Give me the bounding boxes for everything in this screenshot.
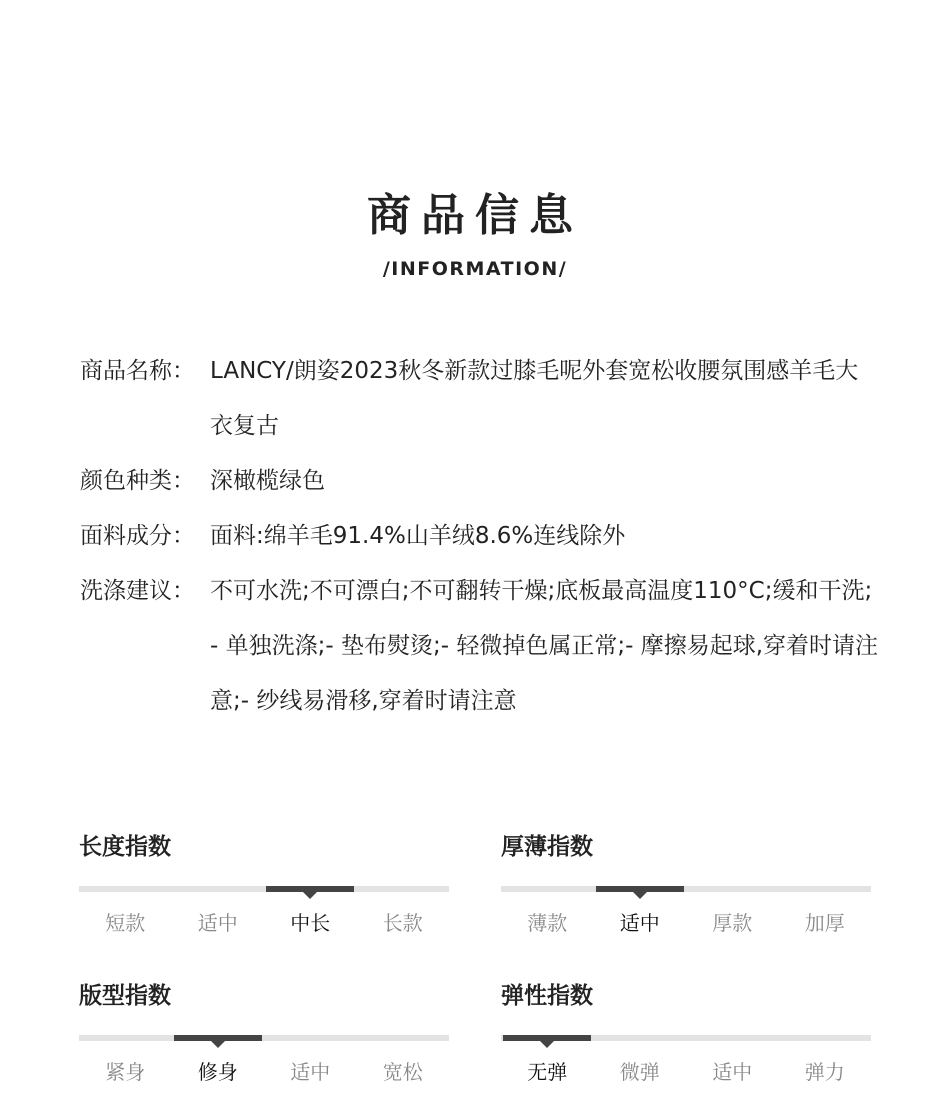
length-option: 中长 bbox=[290, 911, 331, 935]
elasticity-option: 微弹 bbox=[619, 1060, 660, 1084]
elasticity-index-labels bbox=[501, 1058, 871, 1086]
elasticity-index-indicator bbox=[503, 1035, 591, 1041]
fit-index-indicator bbox=[174, 1035, 262, 1041]
elasticity-option: 适中 bbox=[712, 1060, 753, 1084]
thickness-option: 加厚 bbox=[804, 911, 845, 935]
thickness-index-indicator bbox=[596, 886, 684, 892]
thickness-index bbox=[501, 832, 871, 937]
elasticity-option: 无弹 bbox=[527, 1060, 568, 1084]
fit-option: 适中 bbox=[290, 1060, 331, 1084]
length-index-track bbox=[79, 886, 449, 892]
elasticity-index-title: 弹性指数 bbox=[501, 983, 593, 1009]
info-key-care: 洗涤建议： bbox=[80, 578, 195, 604]
info-value-color: 深橄榄绿色 bbox=[210, 468, 325, 494]
length-index-labels bbox=[79, 909, 449, 937]
length-option: 短款 bbox=[105, 911, 146, 935]
fit-index-labels bbox=[79, 1058, 449, 1086]
info-row-name bbox=[80, 344, 880, 454]
info-row-care bbox=[80, 564, 880, 729]
thickness-index-labels bbox=[501, 909, 871, 937]
thickness-option: 薄款 bbox=[527, 911, 568, 935]
thickness-option: 厚款 bbox=[712, 911, 753, 935]
length-option: 长款 bbox=[382, 911, 423, 935]
length-option: 适中 bbox=[197, 911, 238, 935]
page-subtitle: /INFORMATION/ bbox=[382, 258, 568, 280]
length-index bbox=[79, 832, 449, 937]
elasticity-option: 弹力 bbox=[804, 1060, 845, 1084]
elasticity-index bbox=[501, 981, 871, 1086]
thickness-index-track bbox=[501, 886, 871, 892]
length-index-title: 长度指数 bbox=[79, 834, 171, 860]
info-value-material: 面料:绵羊毛91.4%山羊绒8.6%连线除外 bbox=[210, 523, 626, 549]
info-key-color: 颜色种类： bbox=[80, 468, 195, 494]
page-title: 商品信息 bbox=[367, 190, 583, 241]
fit-option: 修身 bbox=[197, 1060, 238, 1084]
fit-index-track bbox=[79, 1035, 449, 1041]
thickness-option: 适中 bbox=[619, 911, 660, 935]
info-row-material bbox=[80, 509, 880, 564]
fit-option: 紧身 bbox=[105, 1060, 146, 1084]
info-key-name: 商品名称： bbox=[80, 358, 195, 384]
info-key-material: 面料成分： bbox=[80, 523, 195, 549]
info-value-care: 不可水洗;不可漂白;不可翻转干燥;底板最高温度110°C;缓和干洗;- 单独洗涤;- 垫布熨烫;- 轻微掉色属正常;- 摩擦易起球,穿着时请注意;- 纱线易滑移,穿着时请注意 bbox=[210, 578, 878, 714]
elasticity-index-track bbox=[501, 1035, 871, 1041]
fit-index-title: 版型指数 bbox=[79, 983, 171, 1009]
info-row-color bbox=[80, 454, 880, 509]
thickness-index-title: 厚薄指数 bbox=[501, 834, 593, 860]
info-value-name: LANCY/朗姿2023秋冬新款过膝毛呢外套宽松收腰氛围感羊毛大衣复古 bbox=[210, 358, 859, 439]
fit-index bbox=[79, 981, 449, 1086]
fit-option: 宽松 bbox=[382, 1060, 423, 1084]
product-info-list bbox=[80, 344, 880, 729]
length-index-indicator bbox=[266, 886, 354, 892]
